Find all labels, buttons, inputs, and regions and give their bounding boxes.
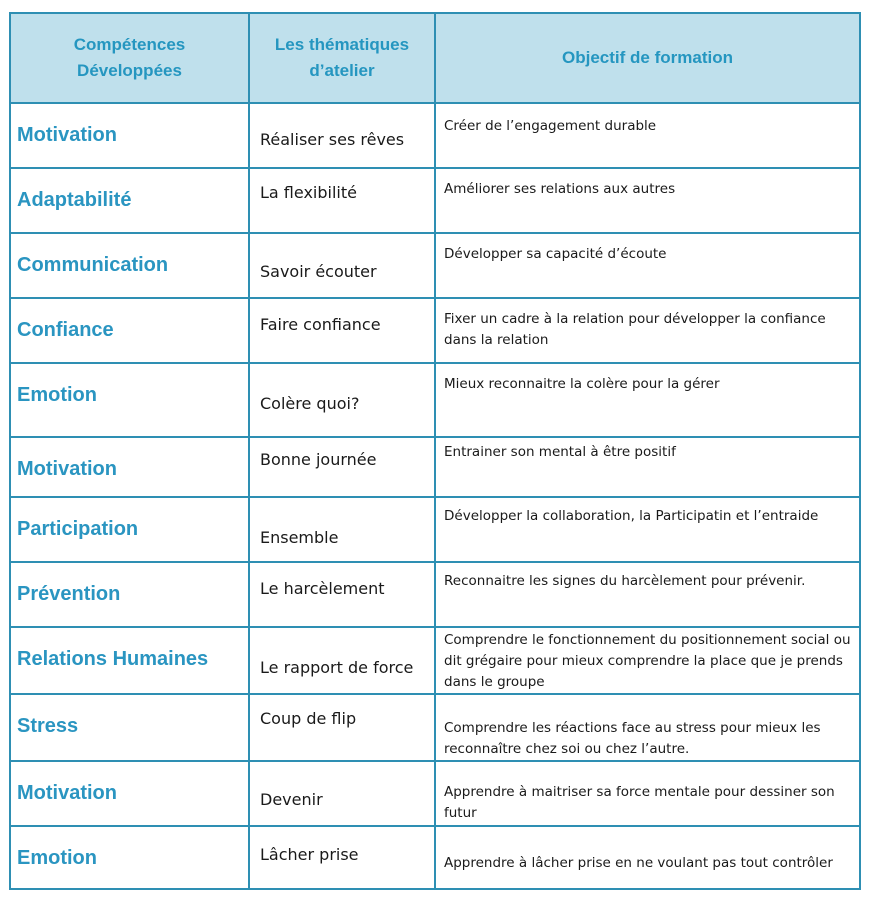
- theme-cell: [249, 437, 435, 497]
- header-objectif-label: Objectif de formation: [562, 48, 733, 67]
- theme-cell: [249, 233, 435, 298]
- table-header-row: [10, 13, 860, 103]
- objectif-text: Apprendre à maitriser sa force mentale pour dessiner son futur: [444, 784, 835, 821]
- objectif-text: Fixer un cadre à la relation pour développer la confiance dans la relation: [444, 311, 826, 348]
- competence-label: Communication: [17, 254, 169, 276]
- objectif-text: Comprendre les réactions face au stress pour mieux les reconnaître chez soi ou chez l’autre.: [444, 720, 821, 757]
- competence-label: Motivation: [17, 458, 117, 480]
- objectif-text: Améliorer ses relations aux autres: [444, 181, 676, 197]
- competence-label: Participation: [17, 518, 139, 540]
- header-competences: [10, 13, 249, 103]
- competence-label: Motivation: [17, 782, 117, 804]
- header-thematiques-line2: d’atelier: [309, 61, 375, 80]
- theme-label: Devenir: [260, 790, 323, 809]
- theme-cell: [249, 103, 435, 168]
- competence-cell: [10, 826, 249, 889]
- theme-label: Réaliser ses rêves: [260, 130, 405, 149]
- table-row: [10, 103, 860, 168]
- objectif-text: Mieux reconnaitre la colère pour la gérer: [444, 376, 720, 392]
- theme-cell: [249, 168, 435, 233]
- objectif-cell: [435, 103, 860, 168]
- competence-cell: [10, 694, 249, 761]
- theme-cell: [249, 694, 435, 761]
- theme-cell: [249, 298, 435, 363]
- theme-cell: [249, 363, 435, 437]
- competence-label: Relations Humaines: [17, 648, 209, 670]
- table-row: [10, 363, 860, 437]
- table-row: [10, 826, 860, 889]
- objectif-cell: [435, 363, 860, 437]
- theme-label: Ensemble: [260, 528, 339, 547]
- objectif-text: Reconnaitre les signes du harcèlement pour prévenir.: [444, 573, 806, 589]
- theme-label: Colère quoi?: [260, 394, 360, 413]
- theme-label: Savoir écouter: [260, 262, 377, 281]
- theme-label: La flexibilité: [260, 183, 357, 202]
- objectif-cell: [435, 694, 860, 761]
- header-competences-line1: Compétences: [73, 35, 186, 54]
- theme-label: Le rapport de force: [260, 658, 414, 677]
- competence-cell: [10, 168, 249, 233]
- theme-label: Coup de flip: [260, 709, 357, 728]
- objectif-cell: [435, 233, 860, 298]
- objectif-cell: [435, 168, 860, 233]
- competence-cell: [10, 437, 249, 497]
- theme-label: Lâcher prise: [260, 845, 359, 864]
- theme-label: Faire confiance: [260, 315, 381, 334]
- table-row: [10, 497, 860, 562]
- objectif-text: Apprendre à lâcher prise en ne voulant pas tout contrôler: [444, 855, 833, 871]
- table-body: [10, 103, 860, 889]
- objectif-cell: [435, 298, 860, 363]
- objectif-cell: [435, 562, 860, 627]
- objectif-cell: [435, 497, 860, 562]
- objectif-cell: [435, 761, 860, 826]
- table-row: [10, 168, 860, 233]
- competence-label: Stress: [17, 715, 79, 737]
- competence-cell: [10, 761, 249, 826]
- competence-cell: [10, 298, 249, 363]
- table-row: [10, 233, 860, 298]
- objectif-text: Développer la collaboration, la Participatin et l’entraide: [444, 508, 819, 524]
- competence-label: Motivation: [17, 124, 117, 146]
- theme-cell: [249, 761, 435, 826]
- header-thematiques-line1: Les thématiques: [274, 35, 410, 54]
- table-row: [10, 627, 860, 694]
- competence-cell: [10, 233, 249, 298]
- competence-label: Adaptabilité: [17, 189, 132, 211]
- objectif-text: Comprendre le fonctionnement du positionnement social ou dit grégaire pour mieux comprendre la place que je prends dans le groupe: [444, 632, 851, 690]
- header-thematiques: [249, 13, 435, 103]
- competence-cell: [10, 497, 249, 562]
- table-row: [10, 298, 860, 363]
- objectif-text: Créer de l’engagement durable: [444, 118, 657, 134]
- header-competences-line2: Développées: [77, 61, 182, 80]
- objectif-cell: [435, 826, 860, 889]
- competence-cell: [10, 363, 249, 437]
- theme-cell: [249, 627, 435, 694]
- objectif-text: Entrainer son mental à être positif: [444, 444, 676, 460]
- objectif-cell: [435, 627, 860, 694]
- theme-label: Bonne journée: [260, 450, 377, 469]
- objectif-text: Développer sa capacité d’écoute: [444, 246, 667, 262]
- table-row: [10, 761, 860, 826]
- theme-cell: [249, 826, 435, 889]
- training-table: [9, 12, 861, 890]
- theme-cell: [249, 562, 435, 627]
- competence-cell: [10, 103, 249, 168]
- table-row: [10, 694, 860, 761]
- objectif-cell: [435, 437, 860, 497]
- theme-cell: [249, 497, 435, 562]
- competence-label: Confiance: [17, 319, 114, 341]
- competence-cell: [10, 562, 249, 627]
- table-row: [10, 437, 860, 497]
- competence-label: Emotion: [17, 847, 97, 869]
- header-objectif: [435, 13, 860, 103]
- theme-label: Le harcèlement: [260, 579, 385, 598]
- competence-label: Emotion: [17, 384, 97, 406]
- competence-cell: [10, 627, 249, 694]
- table-row: [10, 562, 860, 627]
- competence-label: Prévention: [17, 583, 121, 605]
